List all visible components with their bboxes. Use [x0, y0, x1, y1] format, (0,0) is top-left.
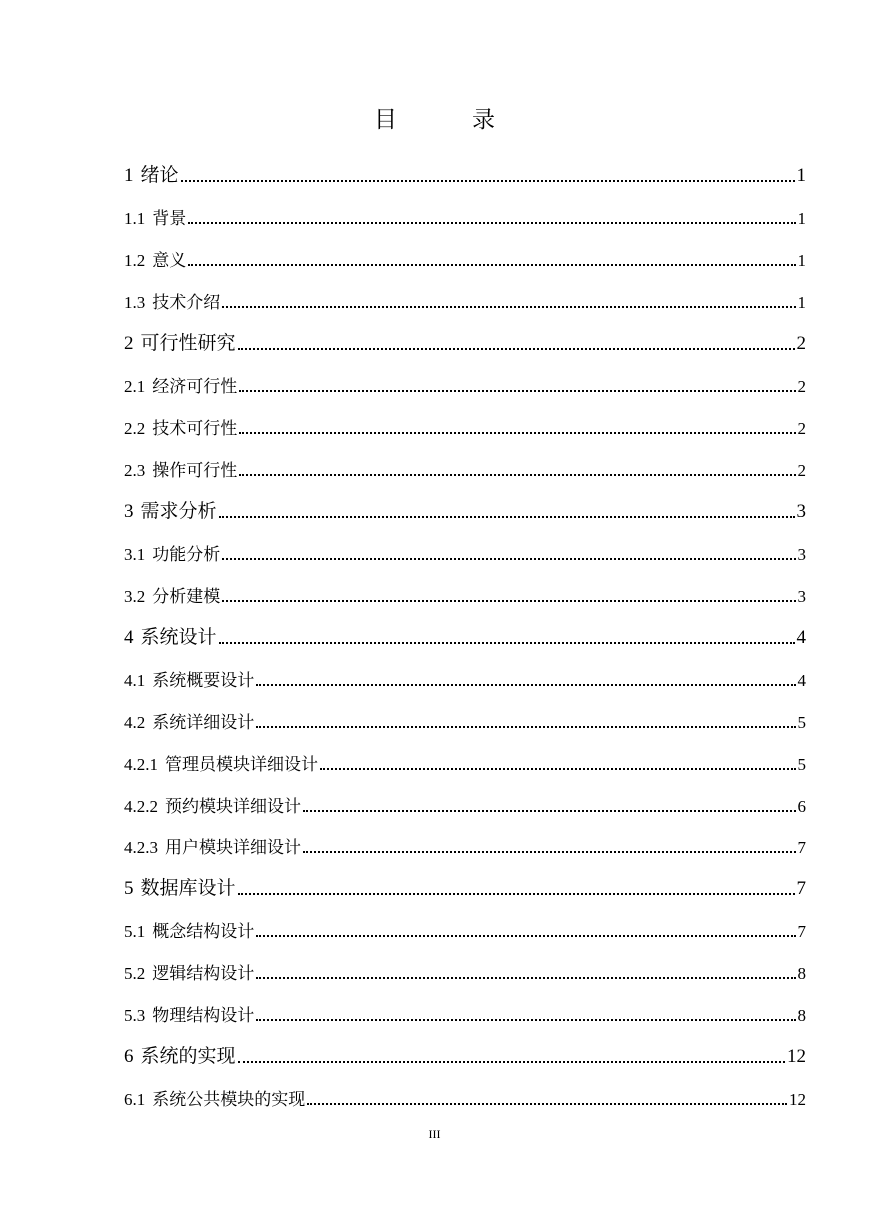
dot-leader	[222, 600, 795, 602]
toc-entry-number: 3.2	[124, 587, 146, 606]
dot-leader	[239, 474, 795, 476]
toc-entry-page: 1	[796, 165, 806, 186]
toc-entry-page: 7	[796, 878, 806, 900]
toc-entry-page: 12	[787, 1046, 806, 1068]
toc-entry[interactable]	[124, 817, 806, 859]
dot-leader	[256, 935, 795, 937]
toc-entry[interactable]	[124, 439, 806, 481]
dot-leader	[256, 1019, 795, 1021]
dot-leader	[238, 893, 795, 895]
dot-leader	[219, 516, 795, 518]
dot-leader	[239, 390, 795, 392]
toc-entry[interactable]	[124, 900, 806, 942]
dot-leader	[238, 1061, 785, 1063]
page-number-footer: III	[428, 1127, 441, 1141]
toc-entry[interactable]	[124, 942, 806, 984]
dot-leader	[307, 1103, 787, 1105]
toc-entry-page: 3	[797, 545, 806, 564]
toc-entry-number: 2.3	[124, 461, 146, 480]
toc-entry-page: 1	[797, 293, 806, 312]
toc-entry[interactable]	[124, 649, 806, 691]
toc-entry-page: 2	[797, 419, 806, 438]
toc-entry-title: 预约模块详细设计	[165, 796, 301, 816]
toc-entry-number: 1.2	[124, 251, 146, 270]
toc-entry[interactable]	[124, 481, 806, 523]
dot-leader	[181, 180, 795, 182]
toc-entry-title: 经济可行性	[152, 377, 238, 396]
toc-entry-title: 系统概要设计	[152, 671, 255, 690]
toc-entry-title: 用户模块详细设计	[165, 838, 301, 858]
toc-entry[interactable]	[124, 187, 806, 229]
toc-entry-number: 4.2.3	[124, 838, 158, 858]
toc-entry[interactable]	[124, 397, 806, 439]
toc-title: 目 录	[374, 107, 521, 132]
toc-entry-page: 4	[797, 671, 806, 690]
toc-entry-title: 系统的实现	[140, 1046, 236, 1068]
dot-leader	[256, 977, 795, 979]
toc-entry-number: 5.3	[124, 1006, 146, 1026]
toc-entry-number: 4	[124, 627, 134, 648]
dot-leader	[320, 768, 796, 770]
toc-entry-number: 5.1	[124, 922, 146, 942]
toc-entry-title: 背景	[152, 209, 187, 228]
toc-entry-number: 3.1	[124, 545, 146, 564]
toc-entry[interactable]	[124, 313, 806, 355]
toc-entry-title: 功能分析	[152, 545, 221, 564]
toc-entry[interactable]	[124, 733, 806, 775]
toc-entry-page: 5	[797, 754, 806, 774]
toc-entry-page: 7	[797, 838, 806, 858]
toc-entry-title: 操作可行性	[152, 461, 238, 480]
dot-leader	[222, 558, 795, 560]
toc-entry-title: 数据库设计	[140, 878, 236, 900]
dot-leader	[239, 432, 795, 434]
dot-leader	[188, 222, 795, 224]
toc-entry-title: 分析建模	[152, 587, 221, 606]
toc-entry-number: 2	[124, 333, 134, 354]
toc-entry-number: 1.1	[124, 209, 146, 228]
toc-entry-page: 5	[797, 713, 806, 732]
toc-entry-title: 技术可行性	[152, 419, 238, 438]
toc-entry-number: 1	[124, 165, 134, 186]
toc-entry[interactable]	[124, 145, 806, 187]
toc-entry-number: 2.2	[124, 419, 146, 438]
toc-entry-number: 4.2.1	[124, 754, 158, 774]
toc-entry-page: 7	[797, 922, 806, 942]
toc-entry-page: 8	[797, 964, 806, 984]
toc-entry-page: 2	[796, 333, 806, 354]
toc-entry[interactable]	[124, 229, 806, 271]
toc-entry[interactable]	[124, 1068, 806, 1110]
toc-entry-page: 2	[797, 461, 806, 480]
toc-entry-page: 8	[797, 1006, 806, 1026]
toc-entry-title: 绪论	[140, 165, 179, 186]
toc-entry-title: 系统设计	[140, 627, 217, 648]
toc-entry-number: 4.2.2	[124, 796, 158, 816]
toc-entry-page: 12	[789, 1090, 806, 1110]
toc-entry-title: 意义	[152, 251, 187, 270]
toc-entry[interactable]	[124, 271, 806, 313]
toc-entry-number: 2.1	[124, 377, 146, 396]
toc-entry-number: 4.1	[124, 671, 146, 690]
toc-entry-title: 概念结构设计	[152, 922, 255, 942]
table-of-contents	[124, 145, 806, 1110]
toc-entry-title: 需求分析	[140, 501, 217, 522]
toc-entry-page: 1	[797, 251, 806, 270]
toc-entry[interactable]	[124, 775, 806, 817]
dot-leader	[256, 726, 795, 728]
toc-entry-title: 可行性研究	[140, 333, 236, 354]
dot-leader	[256, 684, 795, 686]
toc-entry[interactable]	[124, 1026, 806, 1068]
dot-leader	[188, 264, 795, 266]
toc-entry-page: 1	[797, 209, 806, 228]
dot-leader	[222, 306, 795, 308]
toc-entry[interactable]	[124, 607, 806, 649]
toc-entry[interactable]	[124, 984, 806, 1026]
toc-entry-page: 3	[796, 501, 806, 522]
toc-entry[interactable]	[124, 565, 806, 607]
toc-entry-number: 5	[124, 878, 134, 900]
toc-entry-number: 6.1	[124, 1090, 146, 1110]
toc-entry[interactable]	[124, 858, 806, 900]
toc-entry-page: 6	[797, 796, 806, 816]
toc-entry-page: 2	[797, 377, 806, 396]
toc-entry-number: 1.3	[124, 293, 146, 312]
toc-entry-number: 5.2	[124, 964, 146, 984]
toc-entry-number: 3	[124, 501, 134, 522]
toc-entry-number: 4.2	[124, 713, 146, 732]
toc-entry[interactable]	[124, 691, 806, 733]
toc-entry-number: 6	[124, 1046, 134, 1068]
toc-entry[interactable]	[124, 355, 806, 397]
toc-entry-title: 管理员模块详细设计	[165, 754, 318, 774]
toc-entry-title: 系统详细设计	[152, 713, 255, 732]
dot-leader	[303, 851, 796, 853]
toc-entry-title: 逻辑结构设计	[152, 964, 255, 984]
toc-entry-title: 系统公共模块的实现	[152, 1090, 306, 1110]
dot-leader	[303, 810, 796, 812]
dot-leader	[219, 642, 795, 644]
toc-entry-page: 4	[796, 627, 806, 648]
toc-entry-title: 技术介绍	[152, 293, 221, 312]
dot-leader	[238, 348, 795, 350]
toc-entry-page: 3	[797, 587, 806, 606]
toc-entry[interactable]	[124, 523, 806, 565]
toc-entry-title: 物理结构设计	[152, 1006, 255, 1026]
